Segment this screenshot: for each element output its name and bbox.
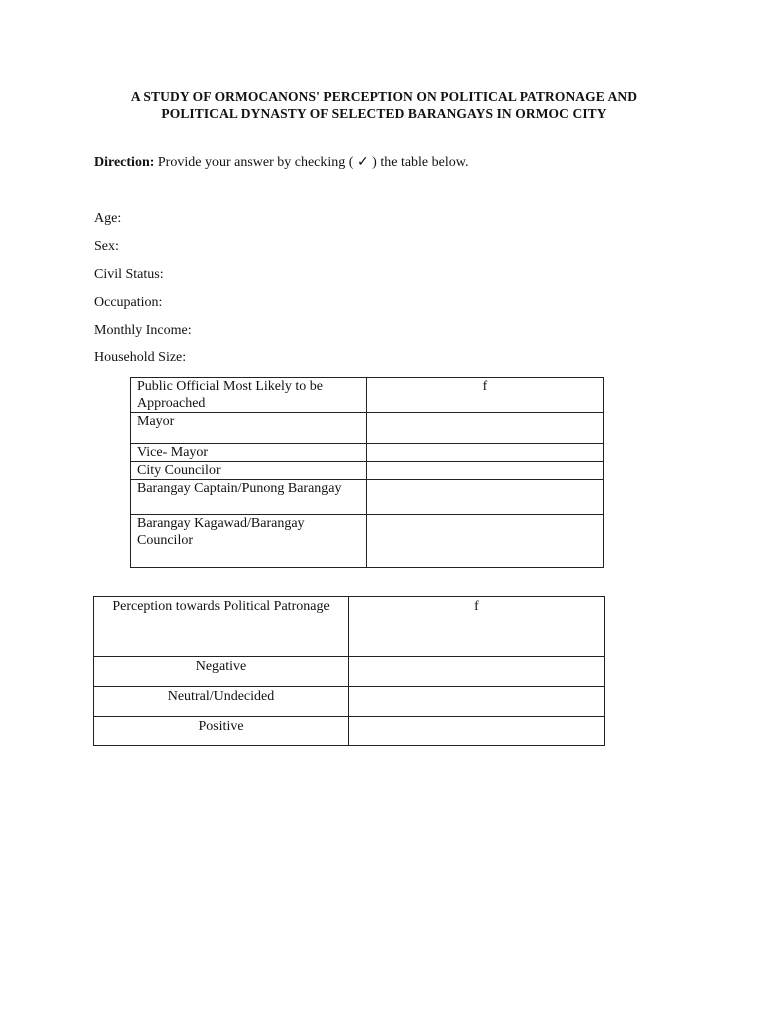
direction-instruction bbox=[94, 154, 468, 171]
table-row bbox=[94, 687, 605, 717]
table-row bbox=[131, 515, 604, 568]
table-row bbox=[131, 444, 604, 462]
table-row bbox=[94, 657, 605, 687]
field-sex: Sex: bbox=[94, 239, 119, 254]
field-monthly-income: Monthly Income: bbox=[94, 323, 192, 338]
frequency-cell[interactable] bbox=[367, 515, 604, 568]
field-age: Age: bbox=[94, 211, 122, 226]
field-civil-status: Civil Status: bbox=[94, 267, 164, 282]
title-line-1: A STUDY OF ORMOCANONS' PERCEPTION ON POLITICAL PATRONAGE AND bbox=[130, 89, 638, 104]
public-official-table bbox=[130, 377, 604, 568]
document-title bbox=[94, 88, 674, 122]
table-row bbox=[94, 717, 605, 746]
direction-text: Provide your answer by checking ( ✓ ) the table below. bbox=[157, 155, 469, 170]
header-frequency: f bbox=[367, 378, 604, 413]
table-header-row bbox=[131, 378, 604, 413]
row-label: City Councilor bbox=[131, 462, 367, 480]
row-label: Barangay Kagawad/Barangay Councilor bbox=[131, 515, 367, 568]
frequency-cell[interactable] bbox=[349, 657, 605, 687]
frequency-cell[interactable] bbox=[367, 444, 604, 462]
frequency-cell[interactable] bbox=[367, 480, 604, 515]
frequency-cell[interactable] bbox=[367, 413, 604, 444]
row-label: Vice- Mayor bbox=[131, 444, 367, 462]
table-row bbox=[131, 413, 604, 444]
table-row bbox=[131, 462, 604, 480]
perception-table bbox=[93, 596, 605, 746]
table-row bbox=[131, 480, 604, 515]
header-frequency: f bbox=[349, 597, 605, 657]
header-public-official: Public Official Most Likely to be Approached bbox=[131, 378, 367, 413]
row-label: Neutral/Undecided bbox=[94, 687, 349, 717]
row-label: Barangay Captain/Punong Barangay bbox=[131, 480, 367, 515]
title-line-2: POLITICAL DYNASTY OF SELECTED BARANGAYS IN ORMOC CITY bbox=[161, 106, 607, 121]
direction-label: Direction: bbox=[94, 155, 155, 170]
frequency-cell[interactable] bbox=[367, 462, 604, 480]
field-occupation: Occupation: bbox=[94, 295, 163, 310]
header-perception: Perception towards Political Patronage bbox=[94, 597, 349, 657]
row-label: Negative bbox=[94, 657, 349, 687]
frequency-cell[interactable] bbox=[349, 717, 605, 746]
row-label: Mayor bbox=[131, 413, 367, 444]
field-household-size: Household Size: bbox=[94, 350, 187, 365]
frequency-cell[interactable] bbox=[349, 687, 605, 717]
row-label: Positive bbox=[94, 717, 349, 746]
table-header-row bbox=[94, 597, 605, 657]
